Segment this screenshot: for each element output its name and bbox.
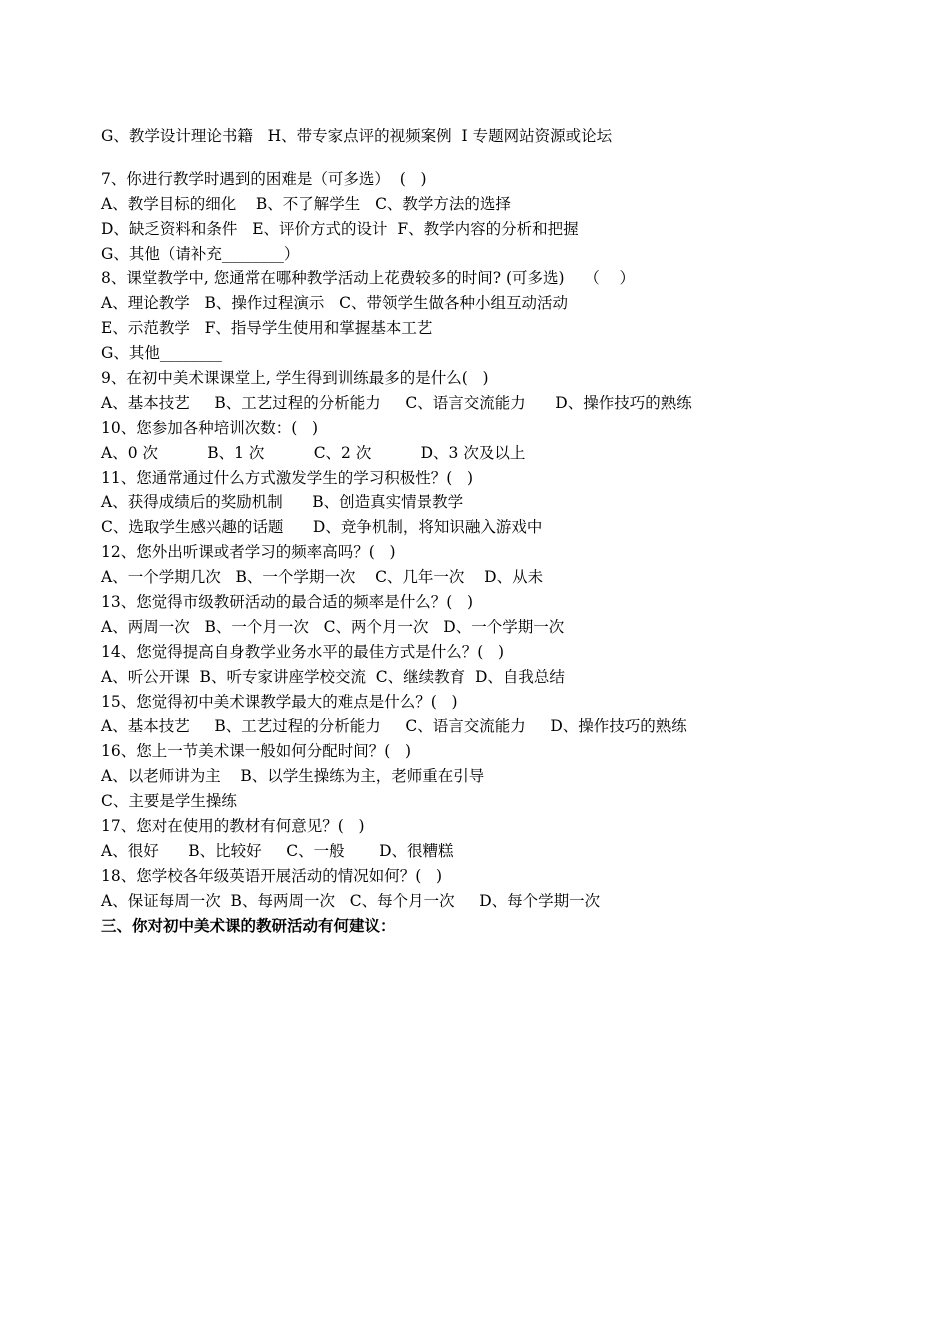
section-title-suggestions: 三、你对初中美术课的教研活动有何建议： — [101, 915, 396, 935]
options-q7-3: G、其他（请补充________） — [101, 244, 300, 263]
options-q11-2: C、选取学生感兴趣的话题 D、竞争机制，将知识融入游戏中 — [101, 518, 543, 537]
survey-content — [101, 124, 861, 939]
options-q8-1: A、理论教学 B、操作过程演示 C、带领学生做各种小组互动活动 — [101, 294, 569, 313]
options-q18: A、保证每周一次 B、每两周一次 C、每个月一次 D、每个学期一次 — [101, 891, 601, 910]
options-q7-1: A、教学目标的细化 B、不了解学生 C、教学方法的选择 — [101, 194, 511, 213]
question-12: 12、您外出听课或者学习的频率高吗？( ) — [101, 543, 396, 562]
question-9: 9、在初中美术课课堂上, 学生得到训练最多的是什么( ) — [101, 369, 489, 388]
options-q13: A、两周一次 B、一个月一次 C、两个月一次 D、一个学期一次 — [101, 617, 565, 636]
question-8: 8、课堂教学中, 您通常在哪种教学活动上花费较多的时间? (可多选) （ ） — [101, 269, 635, 288]
question-18: 18、您学校各年级英语开展活动的情况如何？( ) — [101, 866, 443, 885]
question-13: 13、您觉得市级教研活动的最合适的频率是什么？( ) — [101, 593, 474, 612]
question-10: 10、您参加各种培训次数：( ) — [101, 418, 319, 437]
question-14: 14、您觉得提高自身教学业务水平的最佳方式是什么？( ) — [101, 642, 505, 661]
question-11: 11、您通常通过什么方式激发学生的学习积极性？( ) — [101, 468, 474, 487]
options-q8-3: G、其他________ — [101, 344, 222, 363]
options-q16-2: C、主要是学生操练 — [101, 792, 237, 811]
options-q9: A、基本技艺 B、工艺过程的分析能力 C、语言交流能力 D、操作技巧的熟练 — [101, 393, 692, 412]
question-17: 17、您对在使用的教材有何意见？( ) — [101, 817, 365, 836]
options-q17: A、很好 B、比较好 C、一般 D、很糟糕 — [101, 841, 454, 860]
question-7: 7、你进行教学时遇到的困难是（可多选） ( ) — [101, 169, 427, 188]
question-15: 15、您觉得初中美术课教学最大的难点是什么？( ) — [101, 692, 458, 711]
question-16: 16、您上一节美术课一般如何分配时间？( ) — [101, 742, 412, 761]
options-q10: A、0 次 B、1 次 C、2 次 D、3 次及以上 — [101, 443, 526, 462]
option-line-q6: G、教学设计理论书籍 H、带专家点评的视频案例 I 专题网站资源或论坛 — [101, 127, 613, 145]
options-q11-1: A、获得成绩后的奖励机制 B、创造真实情景教学 — [101, 493, 464, 512]
options-q8-2: E、示范教学 F、指导学生使用和掌握基本工艺 — [101, 319, 433, 338]
options-q16-1: A、以老师讲为主 B、以学生操练为主，老师重在引导 — [101, 767, 485, 786]
paragraph-gap — [101, 149, 861, 167]
options-q14: A、听公开课 B、听专家讲座学校交流 C、继续教育 D、自我总结 — [101, 667, 565, 686]
options-q7-2: D、缺乏资料和条件 E、评价方式的设计 F、教学内容的分析和把握 — [101, 219, 579, 238]
options-q15: A、基本技艺 B、工艺过程的分析能力 C、语言交流能力 D、操作技巧的熟练 — [101, 717, 687, 736]
options-q12: A、一个学期几次 B、一个学期一次 C、几年一次 D、从未 — [101, 568, 544, 587]
